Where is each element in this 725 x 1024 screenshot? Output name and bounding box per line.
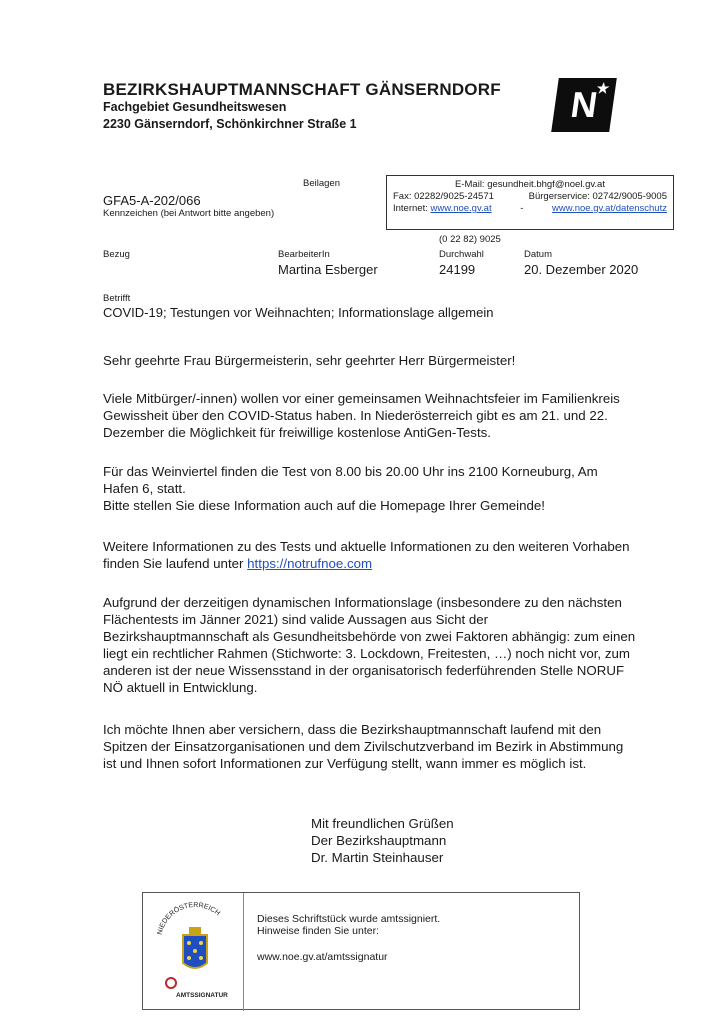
amtssignatur-seal-icon xyxy=(149,897,241,1007)
signature-box xyxy=(142,892,580,1010)
text-line: Aufgrund der derzeitigen dynamischen Informationslage (insbesondere zu den nächsten xyxy=(103,595,622,610)
paragraph-5 xyxy=(103,721,663,772)
bearbeiter-value: Martina Esberger xyxy=(278,262,378,277)
signature-line-1: Dieses Schriftstück wurde amtssigniert. xyxy=(257,913,441,925)
internet-link[interactable]: www.noe.gv.at xyxy=(430,203,492,214)
text-line: anderen ist der neue Wissensstand in der organisatorisch federführenden Stelle NORUF xyxy=(103,663,625,678)
authority-title: BEZIRKSHAUPTMANNSCHAFT GÄNSERNDORF xyxy=(103,80,501,99)
notrufnoe-link[interactable]: https://notrufnoe.com xyxy=(247,556,373,571)
beilagen-label: Beilagen xyxy=(303,178,340,189)
text-line: Hafen 6, statt. xyxy=(103,481,186,496)
paragraph-3 xyxy=(103,538,663,572)
closing-block xyxy=(311,815,454,866)
internet-label: Internet: xyxy=(393,203,428,214)
text-line: Ich möchte Ihnen aber versichern, dass die Bezirkshauptmannschaft laufend mit den xyxy=(103,722,602,737)
text-line: ist und Ihnen sofort Informationen zur Verfügung stellt, wann immer es möglich ist. xyxy=(103,756,587,771)
logo-letter: N xyxy=(568,84,600,125)
contact-box xyxy=(386,175,674,230)
paragraph-4 xyxy=(103,594,663,696)
address: 2230 Gänserndorf, Schönkirchner Straße 1 xyxy=(103,117,357,131)
salutation: Sehr geehrte Frau Bürgermeisterin, sehr geehrter Herr Bürgermeister! xyxy=(103,353,516,368)
text-line: Flächentests im Jänner 2021) sind valide Aussagen aus Sicht der xyxy=(103,612,489,627)
text-line: Dezember die Möglichkeit für freiwillige kostenlose AntiGen-Tests. xyxy=(103,425,491,440)
text-fragment: finden Sie laufend unter xyxy=(103,556,248,571)
datum-value: 20. Dezember 2020 xyxy=(524,262,639,277)
contact-email: E-Mail: gesundheit.bhgf@noel.gv.at xyxy=(455,179,605,190)
reference-hint: Kennzeichen (bei Antwort bitte angeben) xyxy=(103,208,275,219)
text-line: Spitzen der Einsatzorganisationen und dem Zivilschutzverband im Bezirk in Abstimmung xyxy=(103,739,624,754)
durchwahl-value: 24199 xyxy=(439,262,476,277)
contact-buergerservice: Bürgerservice: 02742/9005-9005 xyxy=(528,191,667,202)
reference-code: GFA5-A-202/066 xyxy=(103,193,201,208)
closing-greeting: Mit freundlichen Grüßen xyxy=(311,816,454,831)
contact-separator: - xyxy=(520,203,524,214)
divider xyxy=(243,893,244,1011)
paragraph-1 xyxy=(103,390,663,441)
durchwahl-label: Durchwahl xyxy=(439,249,484,260)
closing-name: Dr. Martin Steinhauser xyxy=(311,850,444,865)
contact-fax: Fax: 02282/9025-24571 xyxy=(393,191,494,202)
phone-prefix: (0 22 82) 9025 xyxy=(439,234,501,245)
text-line: Gewissheit über den COVID-Status haben. In Niederösterreich gibt es am 21. und 22. xyxy=(103,408,608,423)
text-line: Bitte stellen Sie diese Information auch auf die Homepage Ihrer Gemeinde! xyxy=(103,498,546,513)
bezug-label: Bezug xyxy=(103,249,130,260)
text-line: Weitere Informationen zu des Tests und aktuelle Informationen zu den weiteren Vorhaben xyxy=(103,539,630,554)
text-line: liegt ein rechtlicher Rahmen (Stichworte: 3. Lockdown, Freitesten, …) noch nicht vor, zum xyxy=(103,646,630,661)
datenschutz-link[interactable]: www.noe.gv.at/datenschutz xyxy=(552,203,667,214)
seal-arc-text: NIEDERÖSTERREICH xyxy=(156,901,222,936)
text-line: Viele Mitbürger/-innen) wollen vor einer gemeinsamen Weihnachtsfeier im Familienkreis xyxy=(103,391,620,406)
subject-label: Betrifft xyxy=(103,293,131,304)
text-line xyxy=(103,555,663,572)
text-line: Bezirkshauptmannschaft als Gesundheitsbehörde von zwei Faktoren abhängig: zum einen xyxy=(103,629,636,644)
seal-label: AMTSSIGNATUR xyxy=(176,992,228,999)
subject-text: COVID-19; Testungen vor Weihnachten; Informationslage allgemein xyxy=(103,305,494,320)
department-name: Fachgebiet Gesundheitswesen xyxy=(103,100,287,114)
closing-role: Der Bezirkshauptmann xyxy=(311,833,447,848)
text-line: Für das Weinviertel finden die Test von 8.00 bis 20.00 Uhr ins 2100 Korneuburg, Am xyxy=(103,464,598,479)
logo-star-icon: ★ xyxy=(595,80,611,96)
bearbeiter-label: BearbeiterIn xyxy=(278,249,330,260)
signature-line-2: Hinweise finden Sie unter: xyxy=(257,925,379,937)
noe-logo-icon xyxy=(551,78,617,132)
paragraph-2 xyxy=(103,463,663,514)
text-line: NÖ aktuell in Entwicklung. xyxy=(103,680,258,695)
signature-url[interactable]: www.noe.gv.at/amtssignatur xyxy=(257,951,388,963)
datum-label: Datum xyxy=(524,249,552,260)
signature-notice xyxy=(257,913,440,937)
